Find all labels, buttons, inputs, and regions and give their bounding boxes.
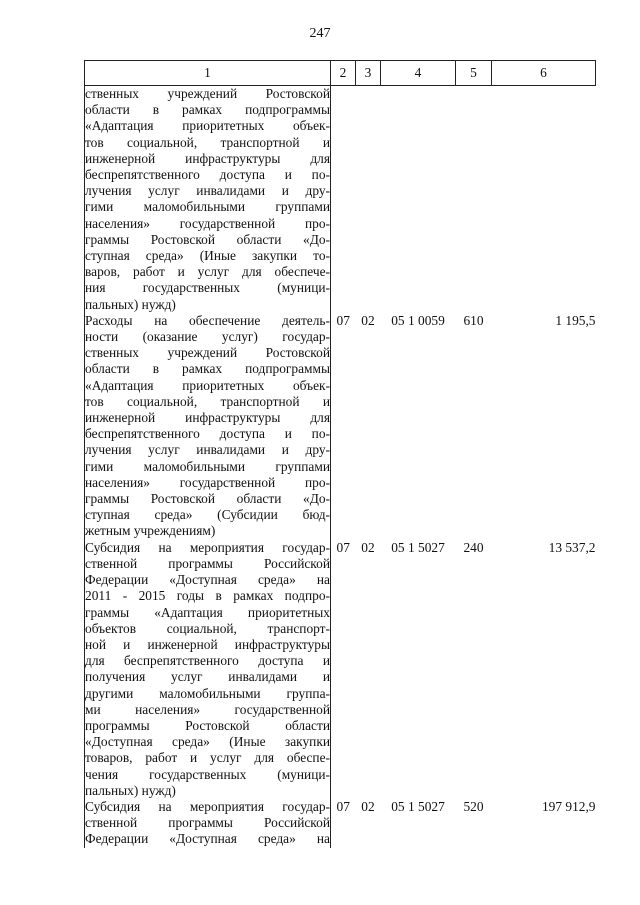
description-line: ной и инженерной инфраструктуры <box>85 636 330 652</box>
row-description <box>85 313 331 540</box>
subsection-code: 02 <box>361 312 375 328</box>
row-description <box>85 86 331 313</box>
table-row <box>85 540 596 799</box>
description-line: Субсидия на мероприятия государ- <box>85 539 330 555</box>
subsection-code: 02 <box>361 798 375 814</box>
description-line: инженерной инфраструктуры для <box>85 150 330 166</box>
expense-type-code: 610 <box>463 312 484 328</box>
description-line: гими маломобильными группами <box>85 458 330 474</box>
description-line: для беспрепятственного доступа и <box>85 653 330 669</box>
description-line: 2011 - 2015 годы в рамках подпро- <box>85 588 330 604</box>
column-header-4: 4 <box>381 61 456 86</box>
description-line: «Адаптация приоритетных объек- <box>85 377 330 393</box>
description-line: инженерной инфраструктуры для <box>85 410 330 426</box>
description-line: лучения услуг инвалидами и дру- <box>85 442 330 458</box>
target-article-code: 05 1 5027 <box>391 798 445 814</box>
column-header-3: 3 <box>356 61 381 86</box>
subsection-code: 02 <box>361 539 375 555</box>
description-line: ственной программы Российской <box>85 555 330 571</box>
description-line: тов социальной, транспортной и <box>85 134 330 150</box>
description-line: граммы «Адаптация приоритетных <box>85 604 330 620</box>
description-line: ственной программы Российской <box>85 815 330 831</box>
target-article-code: 05 1 5027 <box>391 539 445 555</box>
description-line: ми населения» государственной <box>85 701 330 717</box>
description-line: чения государственных (муници- <box>85 766 330 782</box>
description-line: получения услуг инвалидами и <box>85 669 330 685</box>
description-line: беспрепятственного доступа и по- <box>85 426 330 442</box>
expense-type-code: 240 <box>463 539 484 555</box>
section-code: 07 <box>336 539 350 555</box>
target-article-code: 05 1 0059 <box>391 312 445 328</box>
description-line: тов социальной, транспортной и <box>85 393 330 409</box>
column-header-5: 5 <box>456 61 492 86</box>
row-description <box>85 799 331 848</box>
table-header-row <box>85 61 596 86</box>
description-line: жетным учреждениям) <box>85 523 216 539</box>
description-line: области в рамках подпрограммы <box>85 102 330 118</box>
description-line: ния государственных (муници- <box>85 280 330 296</box>
description-line: программы Ростовской области <box>85 717 330 733</box>
description-line: варов, работ и услуг для обеспече- <box>85 264 330 280</box>
description-line: ности (оказание услуг) государ- <box>85 329 330 345</box>
description-line: Федерации «Доступная среда» на <box>85 572 330 588</box>
description-line: граммы Ростовской области «До- <box>85 491 330 507</box>
description-line: Федерации «Доступная среда» на <box>85 831 330 847</box>
table-row <box>85 86 596 313</box>
amount <box>492 86 596 313</box>
amount: 13 537,2 <box>548 539 596 555</box>
table-row <box>85 799 596 848</box>
amount: 1 195,5 <box>555 312 596 328</box>
description-line: области в рамках подпрограммы <box>85 361 330 377</box>
page-number: 247 <box>309 26 331 41</box>
description-line: Расходы на обеспечение деятель- <box>85 312 330 328</box>
description-line: ступная среда» (Субсидии бюд- <box>85 507 330 523</box>
description-line: ственных учреждений Ростовской <box>85 345 330 361</box>
description-line: ственных учреждений Ростовской <box>85 86 330 101</box>
column-header-6: 6 <box>492 61 596 86</box>
section-code <box>331 86 356 313</box>
description-line: объектов социальной, транспорт- <box>85 620 330 636</box>
description-line: лучения услуг инвалидами и дру- <box>85 183 330 199</box>
description-line: гими маломобильными группами <box>85 199 330 215</box>
amount: 197 912,9 <box>541 798 596 814</box>
column-header-1: 1 <box>85 61 331 86</box>
expense-type-code <box>456 86 492 313</box>
description-line: пальных) нужд) <box>85 296 176 312</box>
description-line: «Адаптация приоритетных объек- <box>85 118 330 134</box>
description-line: беспрепятственного доступа и по- <box>85 167 330 183</box>
description-line: граммы Ростовской области «До- <box>85 231 330 247</box>
description-line: населения» государственной про- <box>85 474 330 490</box>
row-description <box>85 540 331 799</box>
description-line: Субсидия на мероприятия государ- <box>85 798 330 814</box>
table-row <box>85 313 596 540</box>
subsection-code <box>356 86 381 313</box>
section-code: 07 <box>336 312 350 328</box>
description-line: населения» государственной про- <box>85 215 330 231</box>
description-line: другими маломобильными группа- <box>85 685 330 701</box>
description-line: товаров, работ и услуг для обеспе- <box>85 750 330 766</box>
description-line: ступная среда» (Иные закупки то- <box>85 248 330 264</box>
budget-table <box>84 60 596 848</box>
target-article-code <box>381 86 456 313</box>
section-code: 07 <box>336 798 350 814</box>
expense-type-code: 520 <box>463 798 484 814</box>
description-line: «Доступная среда» (Иные закупки <box>85 734 330 750</box>
column-header-2: 2 <box>331 61 356 86</box>
description-line: пальных) нужд) <box>85 782 176 798</box>
